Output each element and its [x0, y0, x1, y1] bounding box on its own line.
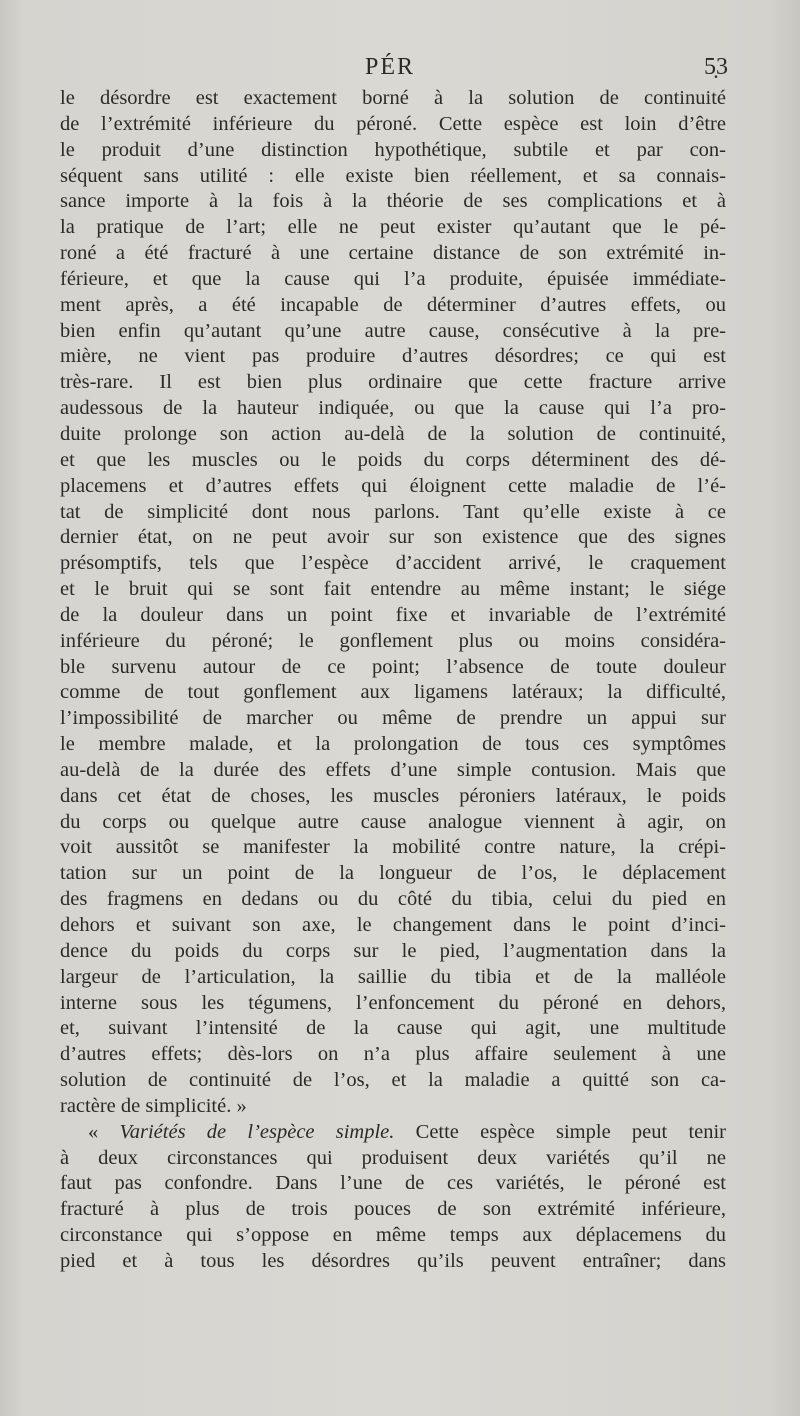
text-line: de l’extrémité inférieure du péroné. Cette espèce est loin d’être — [60, 112, 726, 135]
text-line: séquent sans utilité : elle existe bien réellement, et sa connais- — [60, 164, 726, 187]
text-line: bien enfin qu’autant qu’une autre cause, consécutive à la pre- — [60, 319, 726, 342]
text-line: du corps ou quelque autre cause analogue viennent à agir, on — [60, 810, 726, 833]
text-line: comme de tout gonflement aux ligamens latéraux; la difficulté, — [60, 681, 726, 704]
text-line: dence du poids du corps sur le pied, l’augmentation dans la — [60, 939, 726, 962]
text-line: et que les muscles ou le poids du corps déterminent des dé- — [60, 448, 726, 471]
text-line: audessous de la hauteur indiquée, ou que la cause qui l’a pro- — [60, 397, 726, 420]
text-line: faut pas confondre. Dans l’une de ces variétés, le péroné est — [60, 1172, 726, 1195]
text-line: à deux circonstances qui produisent deux variétés qu’il ne — [60, 1146, 726, 1169]
section-heading-italic: Variétés de l’espèce simple. — [119, 1120, 395, 1143]
text-line: des fragmens en dedans ou du côté du tibia, celui du pied en — [60, 888, 726, 911]
text-line: pied et à tous les désordres qu’ils peuvent entraîner; dans — [60, 1249, 726, 1272]
text-line: mière, ne vient pas produire d’autres désordres; ce qui est — [60, 345, 726, 368]
text-line: dehors et suivant son axe, le changement dans le point d’inci- — [60, 914, 726, 936]
text-line: le produit d’une distinction hypothétique, subtile et par con- — [60, 138, 726, 161]
running-head: PÉR — [364, 54, 415, 80]
text-line: dernier état, on ne peut avoir sur son existence que des signes — [60, 526, 726, 549]
text-line: l’impossibilité de marcher ou même de prendre un appui sur — [60, 707, 726, 730]
paragraph-1 — [60, 86, 726, 1120]
body-text — [60, 86, 726, 1275]
text-line — [60, 1120, 726, 1146]
text-line: tation sur un point de la longueur de l’os, le déplacement — [60, 862, 726, 885]
text-line: sance importe à la fois à la théorie de ses complications et à — [60, 190, 726, 213]
text-line: tat de simplicité dont nous parlons. Tant qu’elle existe à ce — [60, 500, 726, 523]
text-line: la pratique de l’art; elle ne peut exister qu’autant que le pé- — [60, 216, 726, 239]
text-line: dans cet état de choses, les muscles péroniers latéraux, le poids — [60, 784, 726, 807]
text-line: largeur de l’articulation, la saillie du tibia et de la malléole — [60, 965, 726, 988]
text-line: ractère de simplicité. » — [60, 1094, 247, 1117]
text-line: d’autres effets; dès-lors on n’a plus affaire seulement à une — [60, 1043, 726, 1066]
text-line: ble survenu autour de ce point; l’absence de toute douleur — [60, 655, 726, 678]
text-line: placemens et d’autres effets qui éloignent cette maladie de l’é- — [60, 474, 726, 497]
text-line: de la douleur dans un point fixe et invariable de l’extrémité — [60, 603, 726, 626]
text-line: ment après, a été incapable de déterminer d’autres effets, ou — [60, 293, 726, 316]
text-line: le membre malade, et la prolongation de tous ces symptômes — [60, 733, 726, 756]
text-line: voit aussitôt se manifester la mobilité contre nature, la crépi- — [60, 836, 726, 859]
page-number: 5̣3 — [704, 54, 728, 80]
text-line: circonstance qui s’oppose en même temps aux déplacemens du — [60, 1224, 726, 1247]
page-header — [0, 52, 800, 86]
text-line: au-delà de la durée des effets d’une simple contusion. Mais que — [60, 758, 726, 781]
text-line: le désordre est exactement borné à la solution de continuité — [60, 87, 726, 109]
text-line: présomptifs, tels que l’espèce d’accident arrivé, le craquement — [60, 552, 726, 575]
text-line: et, suivant l’intensité de la cause qui agit, une multitude — [60, 1017, 726, 1040]
text-line: férieure, et que la cause qui l’a produite, épuisée immédiate- — [60, 267, 726, 290]
text-line: roné a été fracturé à une certaine distance de son extrémité in- — [60, 242, 726, 265]
text-line: duite prolonge son action au-delà de la solution de continuité, — [60, 422, 726, 445]
text-line: très-rare. Il est bien plus ordinaire que cette fracture arrive — [60, 371, 726, 394]
text-line: interne sous les tégumens, l’enfoncement du péroné en dehors, — [60, 991, 726, 1014]
text-line: fracturé à plus de trois pouces de son extrémité inférieure, — [60, 1198, 726, 1221]
text-line: inférieure du péroné; le gonflement plus ou moins considéra- — [60, 629, 726, 652]
open-quote: « — [88, 1120, 120, 1143]
paragraph-2 — [60, 1120, 726, 1275]
text-line: et le bruit qui se sont fait entendre au même instant; le siége — [60, 578, 726, 601]
first-line-rest: Cette espèce simple peut tenir — [394, 1120, 727, 1143]
text-line: solution de continuité de l’os, et la maladie a quitté son ca- — [60, 1069, 726, 1092]
